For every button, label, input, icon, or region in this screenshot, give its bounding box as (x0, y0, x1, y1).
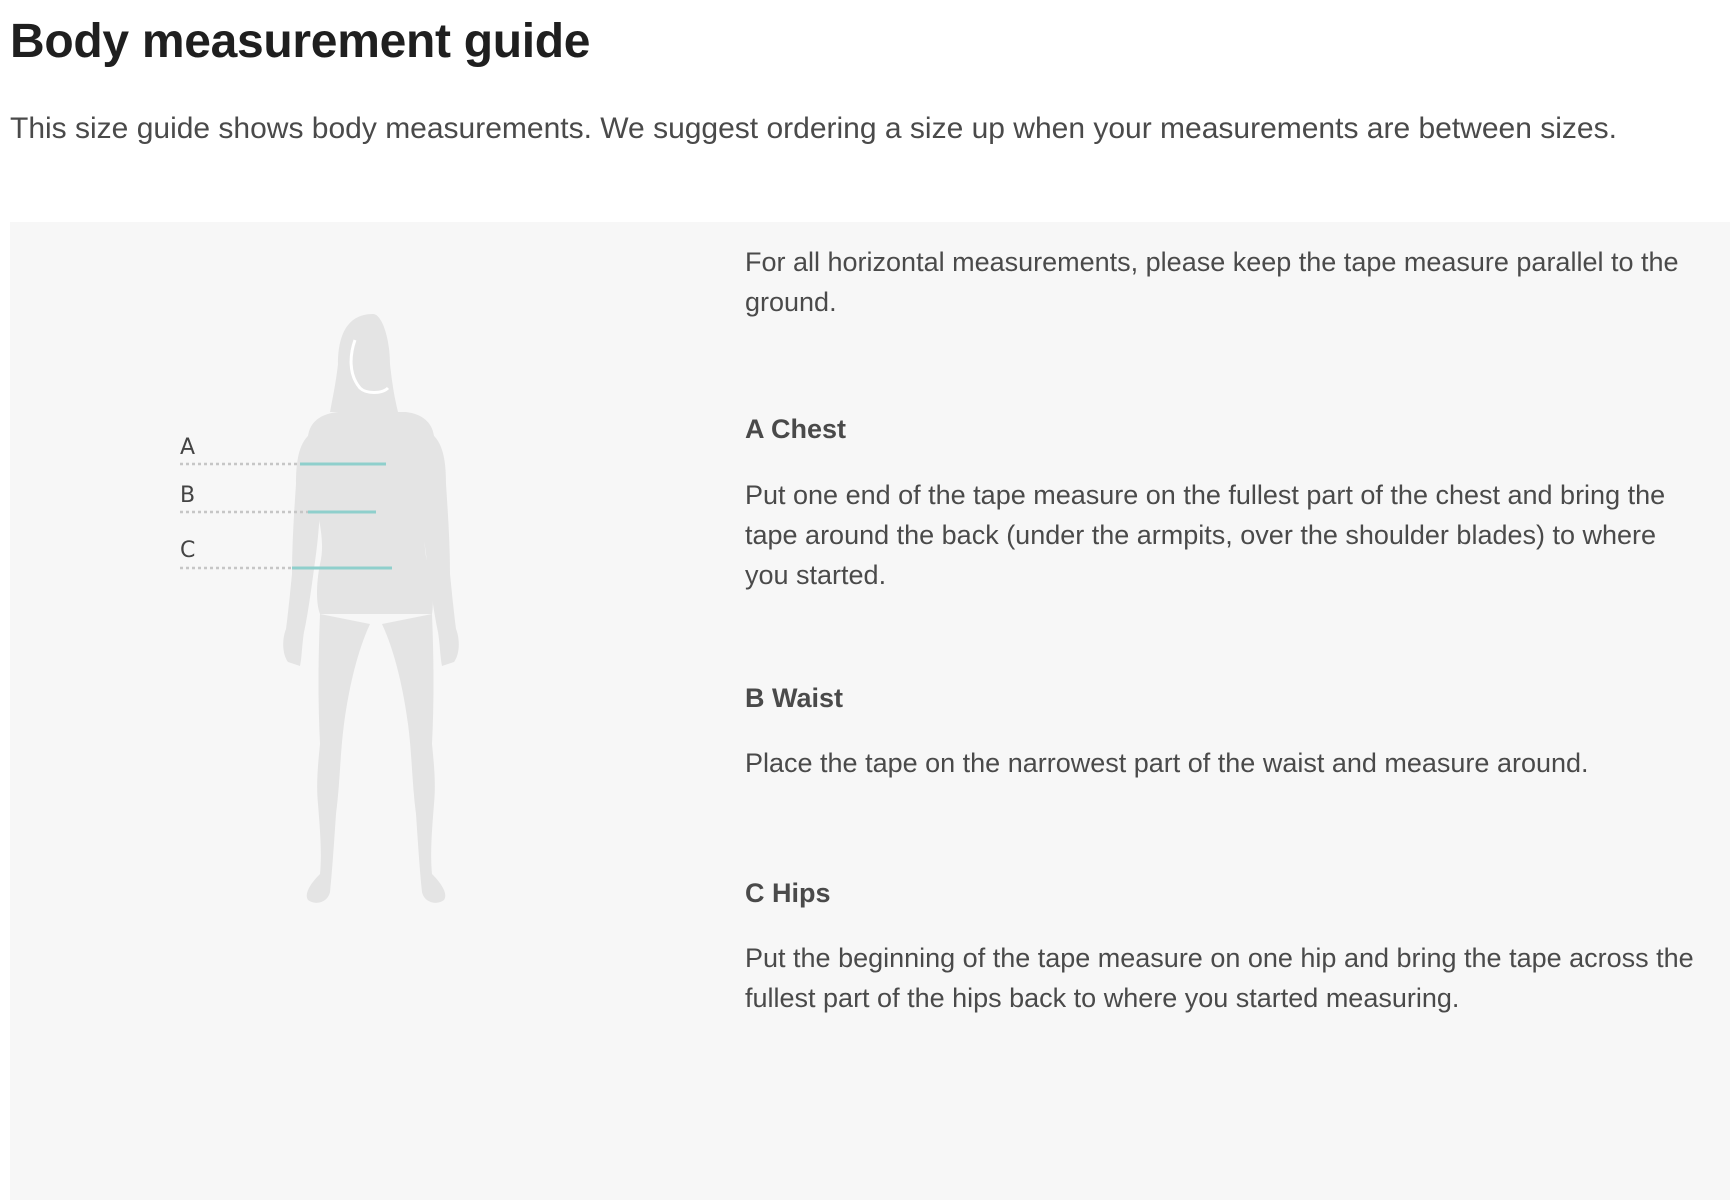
chest-description: Put one end of the tape measure on the fullest part of the chest and bring the tape around the back (under the armpits, over the shoulder blades) to where you started. (745, 480, 1666, 590)
figure-label-a: A (180, 435, 196, 460)
body-figure (170, 284, 490, 924)
body-silhouette-illustration (170, 284, 490, 924)
hips-description: Put the beginning of the tape measure on one hip and bring the tape across the fullest part of the hips back to where you started measuring. (745, 943, 1694, 1013)
measurement-guide-panel (10, 222, 1730, 1200)
silhouette-shape (283, 314, 459, 903)
figure-label-b: B (180, 483, 196, 508)
intro-text: This size guide shows body measurements. We suggest ordering a size up when your measurements are between sizes. (10, 112, 1617, 145)
general-instruction: For all horizontal measurements, please keep the tape measure parallel to the ground. (745, 247, 1679, 317)
page-title: Body measurement guide (10, 15, 591, 68)
waist-heading: B Waist (745, 683, 844, 713)
figure-label-c: C (180, 538, 196, 563)
hips-heading: C Hips (745, 878, 831, 908)
waist-description: Place the tape on the narrowest part of the waist and measure around. (745, 748, 1589, 778)
chest-heading: A Chest (745, 414, 847, 444)
